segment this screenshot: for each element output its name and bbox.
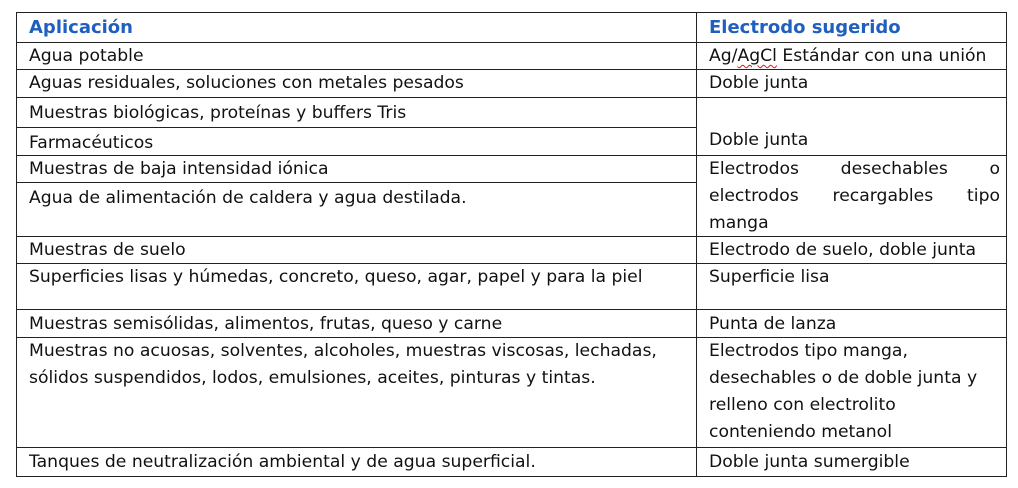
application-cell: Muestras semisólidas, alimentos, frutas, queso y carne — [17, 310, 697, 338]
application-cell: Tanques de neutralización ambiental y de agua superficial. — [17, 448, 697, 477]
electrode-cell: Doble junta — [697, 70, 1007, 98]
electrode-text: Ag/ — [709, 46, 738, 66]
application-cell: Aguas residuales, soluciones con metales pesados — [17, 70, 697, 98]
electrode-cell: Electrodo de suelo, doble junta — [697, 237, 1007, 264]
electrode-text: Electrodos tipo manga, — [709, 341, 908, 361]
application-cell: Muestras de baja intensidad iónica — [17, 156, 697, 183]
applications-table — [16, 12, 1007, 477]
electrode-text: desechables o de doble junta y — [709, 368, 978, 388]
electrode-text: Electrodos desechables o — [709, 159, 1000, 179]
application-text: Muestras no acuosas, solventes, alcoholes, muestras viscosas, lechadas, — [29, 341, 657, 361]
application-cell: Superficies lisas y húmedas, concreto, queso, agar, papel y para la piel — [17, 264, 697, 310]
application-cell: Farmacéuticos — [17, 128, 697, 156]
electrode-text: Doble junta — [709, 130, 809, 150]
application-text: sólidos suspendidos, lodos, emulsiones, aceites, pinturas y tintas. — [29, 368, 596, 388]
misspelled-word: AgCl — [737, 46, 777, 66]
electrode-cell — [697, 43, 1007, 70]
electrode-cell — [697, 338, 1007, 448]
electrode-cell — [697, 98, 1007, 156]
electrode-text: Estándar con una unión — [776, 46, 987, 66]
application-cell: Muestras de suelo — [17, 237, 697, 264]
electrode-cell: Doble junta sumergible — [697, 448, 1007, 477]
application-cell: Agua de alimentación de caldera y agua destilada. — [17, 183, 697, 237]
application-cell — [17, 338, 697, 448]
electrode-cell: Superficie lisa — [697, 264, 1007, 310]
electrode-text: electrodos recargables tipo — [709, 186, 1000, 206]
electrode-text: conteniendo metanol — [709, 422, 892, 442]
electrode-text: manga — [709, 213, 769, 233]
electrode-text: relleno con electrolito — [709, 395, 896, 415]
application-cell: Muestras biológicas, proteínas y buffers Tris — [17, 98, 697, 128]
header-electrode: Electrodo sugerido — [697, 13, 1007, 43]
electrode-cell: Punta de lanza — [697, 310, 1007, 338]
header-application: Aplicación — [17, 13, 697, 43]
application-cell: Agua potable — [17, 43, 697, 70]
electrode-cell — [697, 156, 1007, 237]
